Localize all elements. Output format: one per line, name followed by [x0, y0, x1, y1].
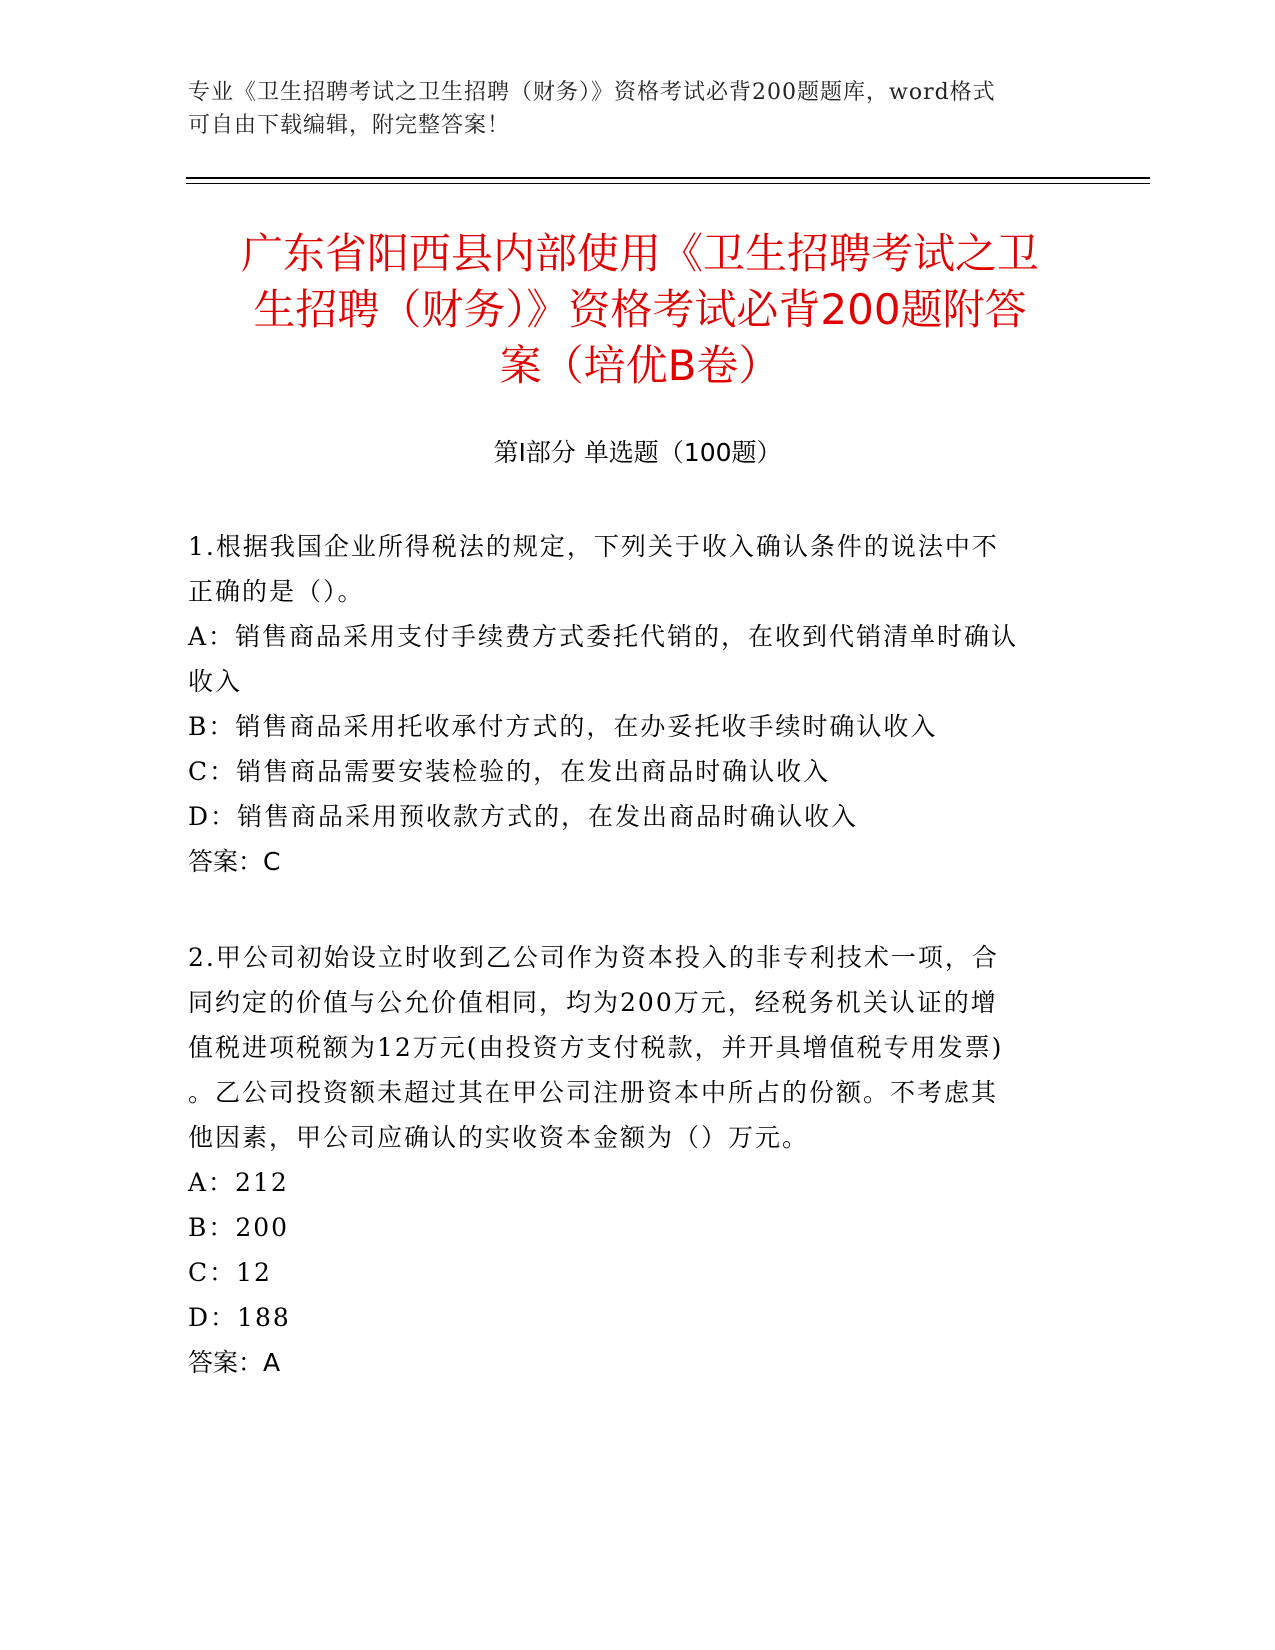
question-stem-line: 值税进项税额为12万元(由投资方支付税款，并开具增值税专用发票): [188, 1033, 1004, 1062]
option-d: D：188: [188, 1303, 291, 1332]
option-b: B：销售商品采用托收承付方式的，在办妥托收手续时确认收入: [188, 712, 938, 741]
question-1: [188, 524, 1068, 884]
question-stem-line: 2.甲公司初始设立时收到乙公司作为资本投入的非专利技术一项，合: [188, 943, 999, 972]
section-heading: 第Ⅰ部分 单选题（100题）: [493, 438, 782, 467]
option-c: C：销售商品需要安装检验的，在发出商品时确认收入: [188, 757, 831, 786]
title-line: 案（培优B卷）: [499, 341, 781, 390]
option-c: C：12: [188, 1258, 272, 1287]
question-stem-line: 正确的是（）。: [188, 577, 365, 606]
question-stem-line: 1.根据我国企业所得税法的规定，下列关于收入确认条件的说法中不: [188, 532, 999, 561]
question-stem-line: 。乙公司投资额未超过其在甲公司注册资本中所占的份额。不考虑其: [188, 1078, 999, 1107]
question-2: [188, 935, 1068, 1385]
option-d: D：销售商品采用预收款方式的，在发出商品时确认收入: [188, 802, 859, 831]
question-stem-line: 同约定的价值与公允价值相同，均为200万元，经税务机关认证的增: [188, 988, 998, 1017]
header-note-line: 可自由下载编辑，附完整答案！: [188, 113, 511, 138]
answer-label: 答案：A: [188, 1348, 281, 1377]
option-b: B：200: [188, 1213, 290, 1242]
header-note: [188, 76, 1068, 142]
header-divider-thick: [186, 177, 1150, 179]
title-line: 广东省阳西县内部使用《卫生招聘考试之卫: [240, 229, 1039, 278]
option-a: A：212: [188, 1168, 289, 1197]
option-a: A：销售商品采用支付手续费方式委托代销的，在收到代销清单时确认: [188, 622, 1019, 651]
option-a-continued: 收入: [188, 667, 243, 696]
header-note-line: 专业《卫生招聘考试之卫生招聘（财务）》资格考试必背200题题库，word格式: [188, 80, 996, 105]
document-title: [180, 226, 1100, 394]
title-line: 生招聘（财务）》资格考试必背200题附答: [253, 285, 1027, 334]
question-stem-line: 他因素，甲公司应确认的实收资本金额为（）万元。: [188, 1123, 810, 1152]
header-divider-thin: [186, 183, 1150, 184]
answer-label: 答案：C: [188, 847, 281, 876]
